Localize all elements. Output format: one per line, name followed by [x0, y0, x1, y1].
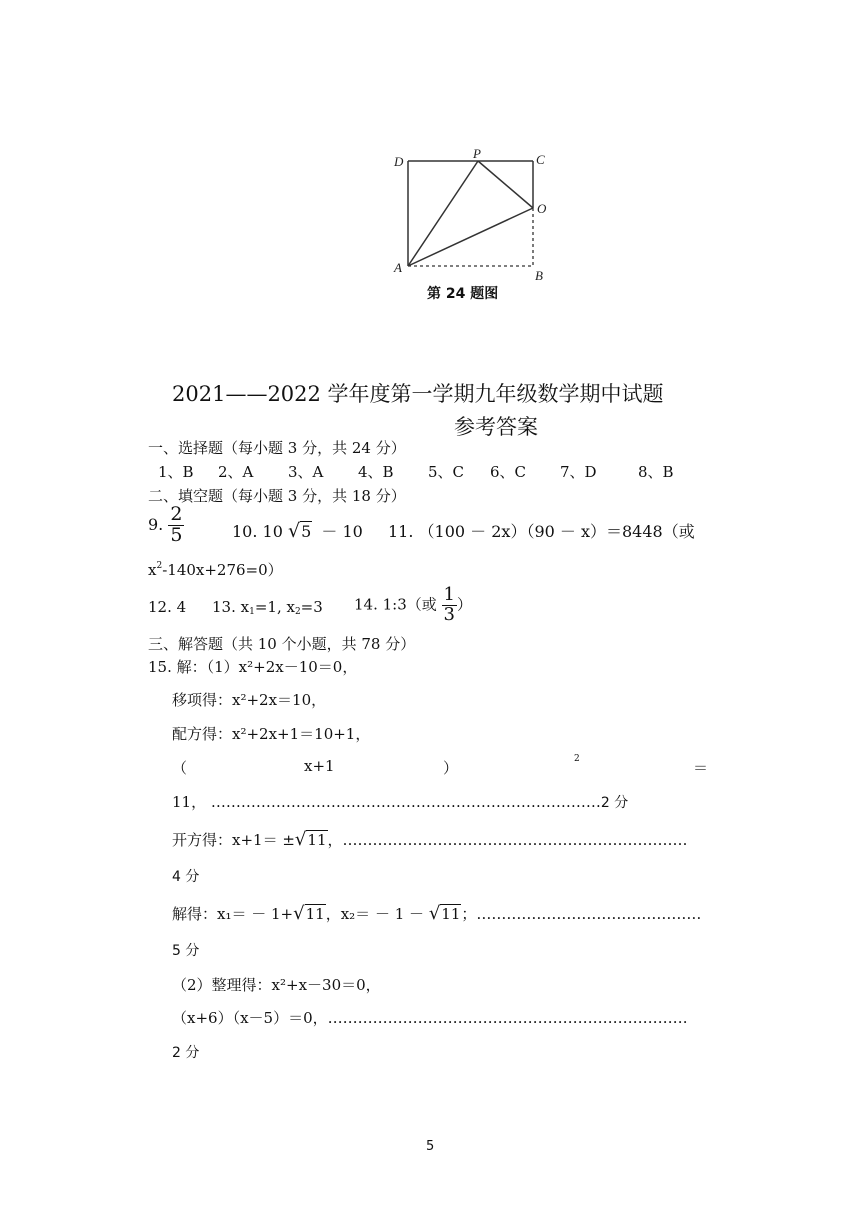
geometry-figure: [380, 140, 560, 285]
q15-line4-sup: 2: [574, 754, 580, 764]
q15-line12: 2 分: [172, 1045, 200, 1061]
answer: 7、D: [560, 463, 597, 481]
answer: 2、A: [218, 463, 254, 481]
q15-line1: 15. 解：（1）x²+2x－10＝0，: [148, 658, 358, 676]
fraction-one-third: $\frac{1}{3}$: [443, 584, 455, 625]
answer: 1、B: [158, 463, 194, 481]
sqrt-11: √11: [294, 829, 327, 850]
label-c: C: [536, 152, 545, 167]
q10-answer: 10. 10 √5 － 10: [232, 520, 363, 542]
sqrt-11: √11: [428, 903, 461, 924]
q14-answer: 14. 1:3（或 $\frac{1}{3}$ ）: [354, 584, 473, 625]
q15-line2: 移项得：x²+2x＝10，: [172, 691, 327, 709]
q11-continuation: $x^2-140x+276=0$）: [148, 561, 283, 579]
q15-line5: 11， ……………………………………………………………………2 分: [172, 793, 629, 811]
choice-answers: [158, 461, 674, 482]
answer: 8、B: [638, 463, 674, 481]
answer: 6、C: [490, 463, 527, 481]
answer: 5、C: [428, 463, 465, 481]
sqrt-5: √5: [287, 520, 312, 542]
answer: 3、A: [288, 463, 324, 481]
q11-answer: 11. （100 － 2x）（90 － x）＝8448（或: [388, 522, 695, 541]
label-a: A: [394, 260, 402, 275]
q15-line4-close: ）: [443, 759, 459, 777]
section2-heading: 二、填空题（每小题 3 分，共 18 分）: [148, 487, 406, 505]
figure-caption: 第 24 题图: [427, 286, 499, 302]
q15-line6: 开方得：x+1＝ ±√11，……………………………………………………………: [172, 829, 688, 850]
section1-heading: 一、选择题（每小题 3 分，共 24 分）: [148, 439, 406, 457]
q15-line4-open: （: [172, 759, 188, 777]
q15-part2: （2）整理得：x²+x－30＝0，: [172, 976, 381, 994]
label-o: O: [537, 201, 547, 216]
label-b: B: [535, 268, 543, 283]
label-p: P: [473, 146, 481, 161]
fraction-two-fifths: $\frac{2}{5}$: [170, 503, 183, 546]
q15-line7: 4 分: [172, 869, 200, 885]
page-title: 2021——2022 学年度第一学期九年级数学期中试题: [172, 382, 664, 406]
q12-answer: 12. 4: [148, 598, 187, 616]
section3-heading: 三、解答题（共 10 个小题，共 78 分）: [148, 635, 416, 653]
q15-line4-mid: x+1: [304, 757, 335, 775]
q15-line9: 5 分: [172, 943, 200, 959]
answer: 4、B: [358, 463, 394, 481]
page-number: 5: [426, 1139, 435, 1154]
sqrt-11: √11: [293, 903, 325, 924]
q15-line8: 解得：x₁＝ － 1+√11，x₂＝ － 1 － √11；………………………………………: [172, 903, 702, 924]
q15-part2-factor: （x+6）（x－5）＝0，………………………………………………………………: [172, 1009, 688, 1027]
page-subtitle: 参考答案: [454, 415, 538, 439]
q15-line4-eq: ＝: [693, 759, 709, 777]
q13-answer: 13. $x_1=1$, $x_2=3$: [212, 598, 323, 617]
q15-line3: 配方得：x²+2x+1＝10+1，: [172, 725, 371, 743]
score: 2 分: [600, 795, 629, 811]
label-d: D: [394, 154, 404, 169]
q9-answer: 9. $\frac{2}{5}$: [148, 503, 183, 546]
